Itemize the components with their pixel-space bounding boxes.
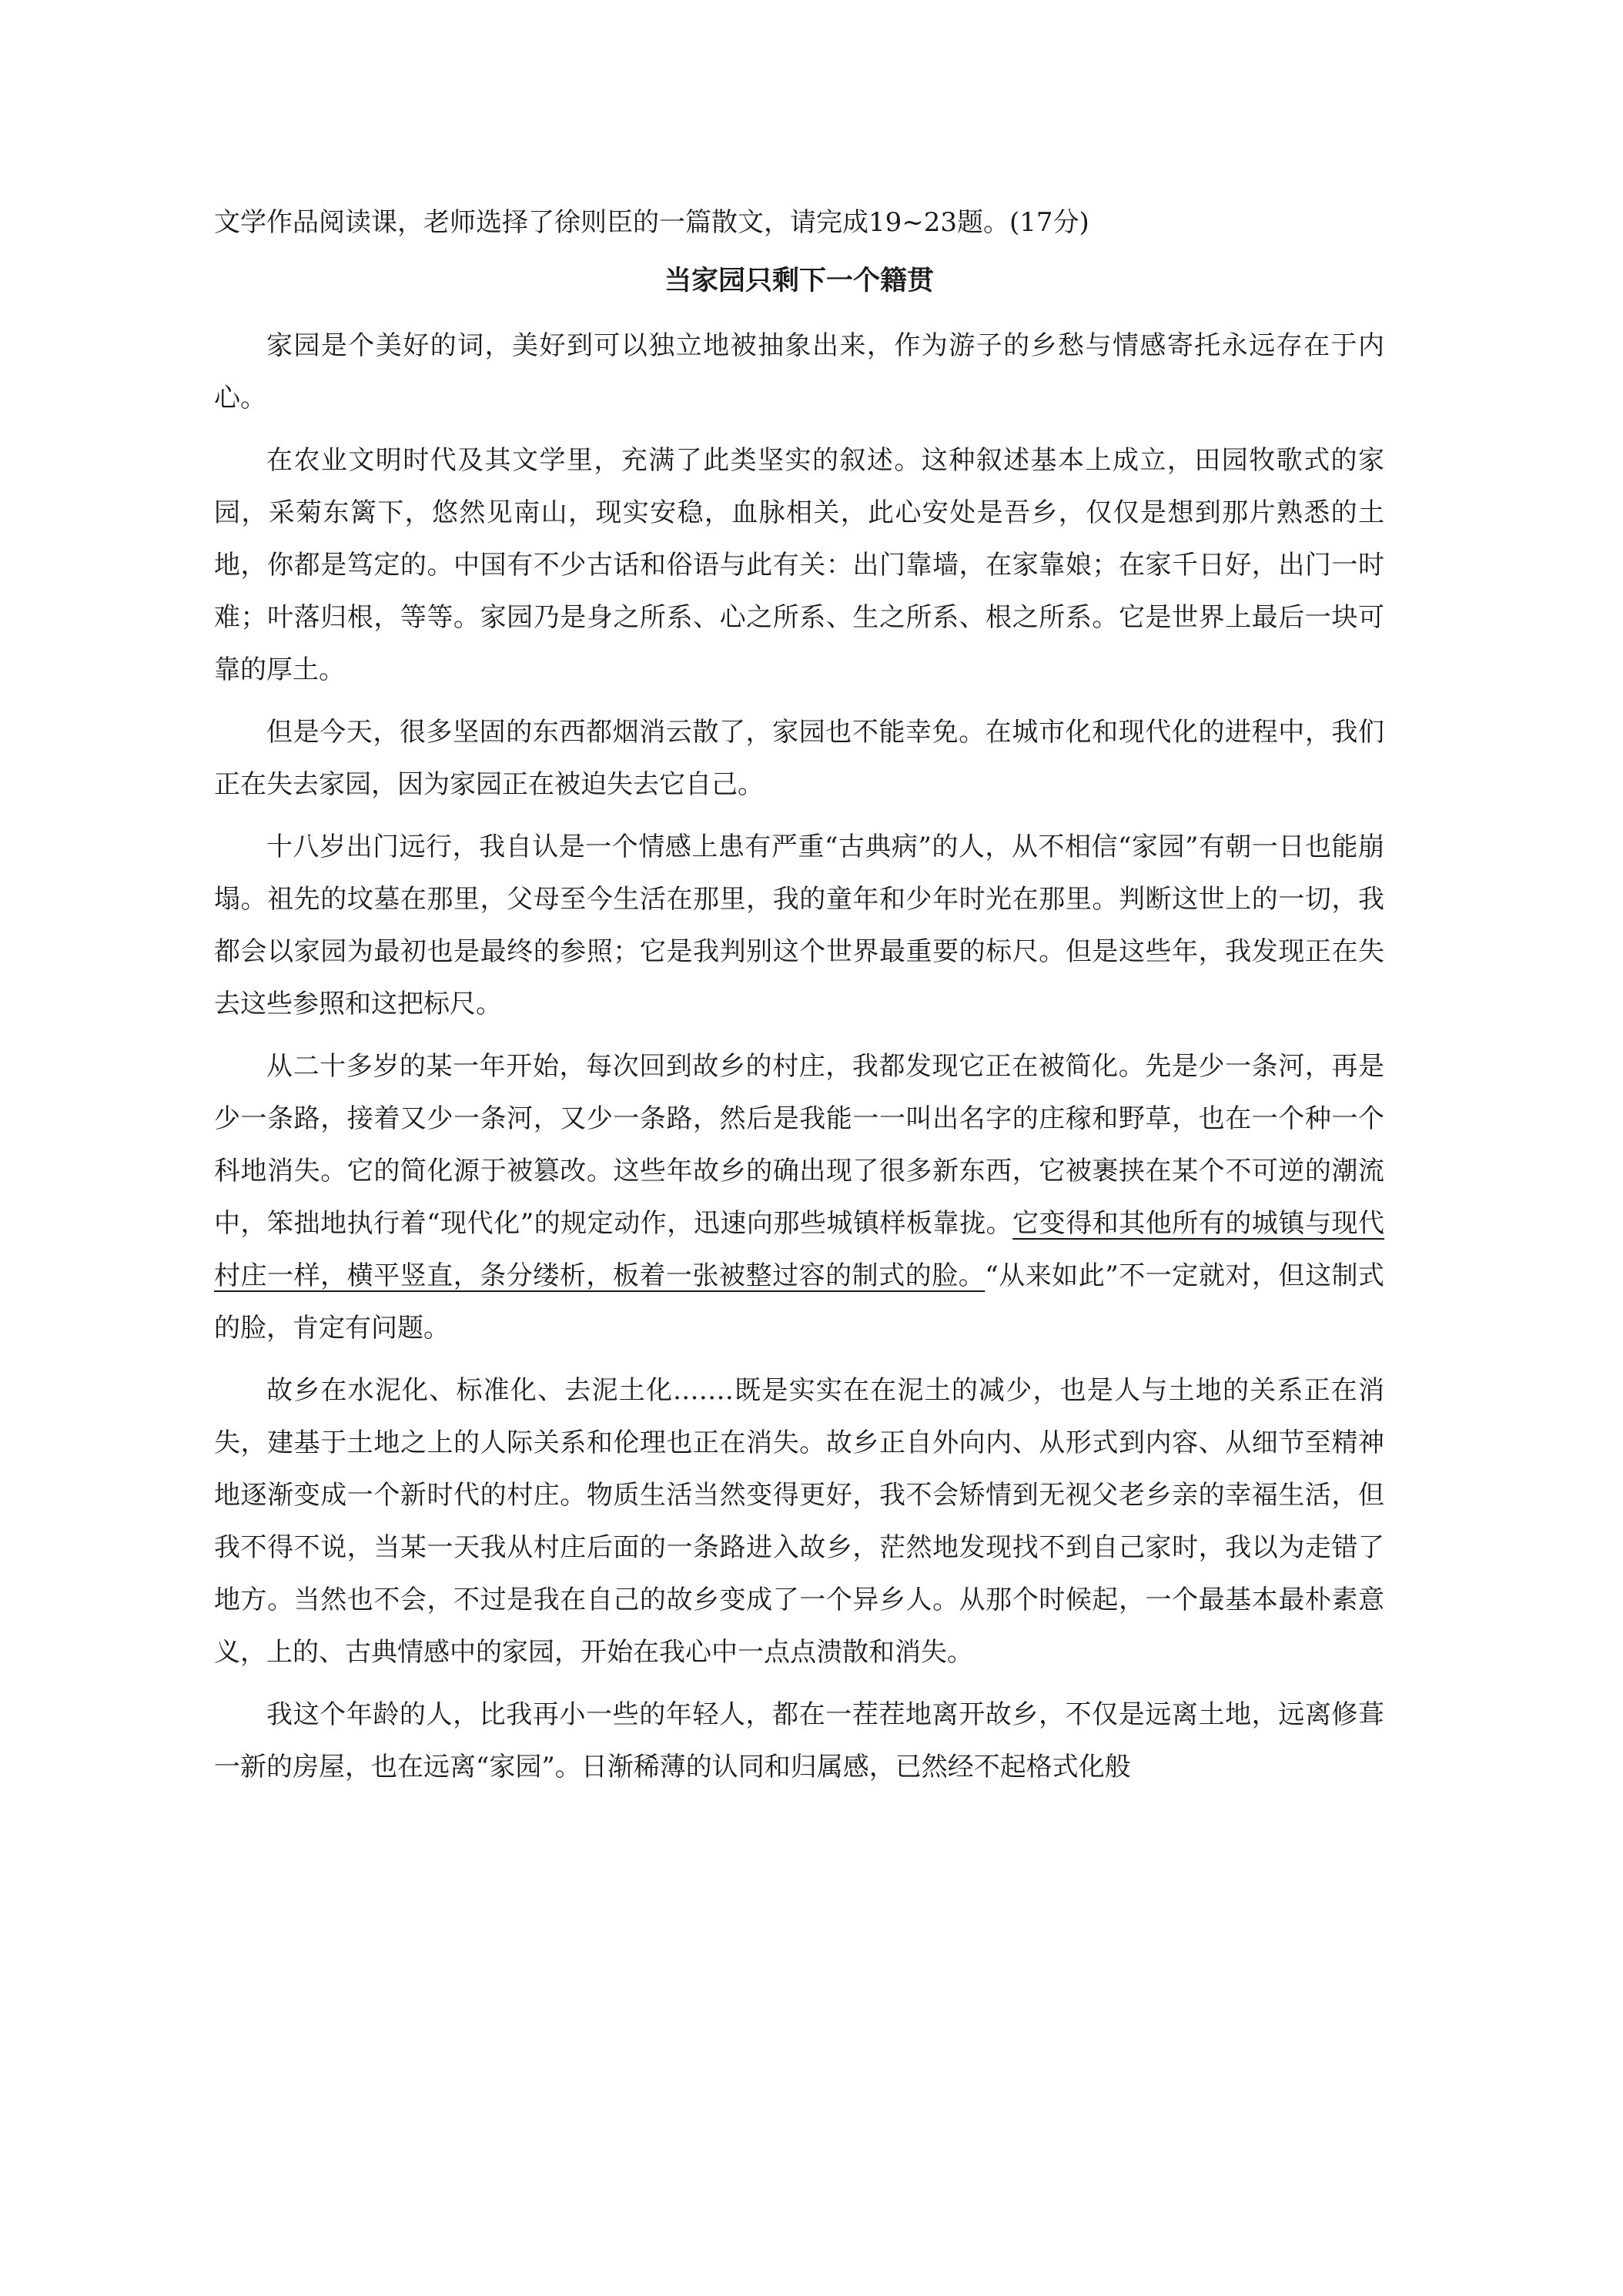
essay-paragraph-5 xyxy=(214,1040,1384,1354)
essay-paragraph-1: 家园是个美好的词，美好到可以独立地被抽象出来，作为游子的乡愁与情感寄托永远存在于内心。 xyxy=(214,330,1384,413)
essay-paragraph-3: 但是今天，很多坚固的东西都烟消云散了，家园也不能幸免。在城市化和现代化的进程中，我们正在失去家园，因为家园正在被迫失去它自己。 xyxy=(214,717,1384,800)
paragraph-5-text-a: 从二十多岁的某一年开始，每次回到故乡的村庄，我都发现它正在被简化。先是少一条河，再是少一条路，接着又少一条河，又少一条路，然后是我能一一叫出名字的庄稼和野草，也在一个种一个科地消失。它的简化源于被篡改。这些年故乡的确出现了很多新东西，它被裹挟在某个不可逆的潮流中，笨拙地执行着“现代化”的规定动作，迅速向那些城镇样板靠拢。 xyxy=(214,1051,1384,1239)
question-intro: 文学作品阅读课，老师选择了徐则臣的一篇散文，请完成19~23题。(17分) xyxy=(214,207,1089,238)
paragraph-5-text-b: “从来如此”不一定就对，但这制式的脸，肯定有问题。 xyxy=(214,1260,1384,1344)
essay-paragraph-4: 十八岁出门远行，我自认是一个情感上患有严重“古典病”的人，从不相信“家园”有朝一日也能崩塌。祖先的坟墓在那里，父母至今生活在那里，我的童年和少年时光在那里。判断这世上的一切，我都会以家园为最初也是最终的参照；它是我判别这个世界最重要的标尺。但是这些年，我发现正在失去这些参照和这把标尺。 xyxy=(214,832,1384,1019)
essay-paragraph-7: 我这个年龄的人，比我再小一些的年轻人，都在一茬茬地离开故乡，不仅是远离土地，远离修葺一新的房屋，也在远离“家园”。日渐稀薄的认同和归属感，已然经不起格式化般 xyxy=(214,1699,1384,1782)
essay-paragraph-6: 故乡在水泥化、标准化、去泥土化.……既是实实在在泥土的减少，也是人与土地的关系正在消失，建基于土地之上的人际关系和伦理也正在消失。故乡正自外向内、从形式到内容、从细节至精神地逐渐变成一个新时代的村庄。物质生活当然变得更好，我不会矫情到无视父老乡亲的幸福生活，但我不得不说，当某一天我从村庄后面的一条路进入故乡，茫然地发现找不到自己家时，我以为走错了地方。当然也不会，不过是我在自己的故乡变成了一个异乡人。从那个时候起，一个最基本最朴素意义，上的、古典情感中的家园，开始在我心中一点点溃散和消失。 xyxy=(214,1375,1384,1668)
document-page xyxy=(214,202,1384,1803)
essay-title: 当家园只剩下一个籍贯 xyxy=(664,266,934,296)
essay-paragraph-2: 在农业文明时代及其文学里，充满了此类坚实的叙述。这种叙述基本上成立，田园牧歌式的家园，采菊东篱下，悠然见南山，现实安稳，血脉相关，此心安处是吾乡，仅仅是想到那片熟悉的土地，你都是笃定的。中国有不少古话和俗语与此有关：出门靠墙，在家靠娘；在家千日好，出门一时难；叶落归根，等等。家园乃是身之所系、心之所系、生之所系、根之所系。它是世界上最后一块可靠的厚土。 xyxy=(214,445,1384,685)
underlined-sentence: 它变得和其他所有的城镇与现代村庄一样，横平竖直，条分缕析，板着一张被整过容的制式的脸。 xyxy=(214,1208,1385,1291)
